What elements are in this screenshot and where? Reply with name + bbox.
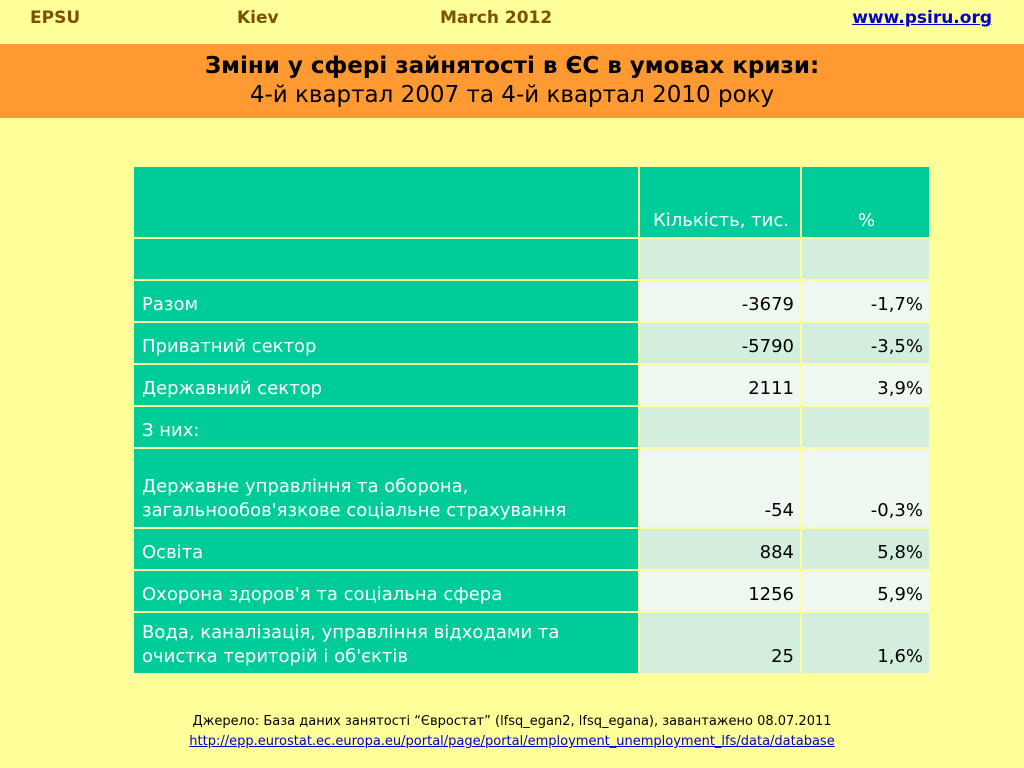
table-row (133, 406, 930, 448)
table-header-row (133, 166, 930, 238)
row-label (133, 238, 639, 280)
source-link[interactable]: http://epp.eurostat.ec.europa.eu/portal/page/portal/employment_unemployment_lfs/data/database (189, 734, 835, 749)
header-label-cell (133, 166, 639, 238)
table-row (133, 612, 930, 674)
row-label: Освіта (133, 528, 639, 570)
row-pct: 5,9% (801, 570, 930, 612)
row-count: -3679 (639, 280, 801, 322)
table-row (133, 570, 930, 612)
row-pct: 1,6% (801, 612, 930, 674)
slide-subtitle: 4-й квартал 2007 та 4-й квартал 2010 року (249, 82, 775, 108)
row-count: 2111 (639, 364, 801, 406)
row-count (639, 406, 801, 448)
source-note: Джерело: База даних занятості “Євростат” (lfsq_egan2, lfsq_egana), завантажено 08.07.2011 (192, 714, 832, 729)
row-label: Державне управління та оборона, загальнообов'язкове соціальне страхування (133, 448, 639, 528)
city-name: Kiev (237, 8, 279, 28)
row-count: -54 (639, 448, 801, 528)
row-label: Державний сектор (133, 364, 639, 406)
row-pct: 3,9% (801, 364, 930, 406)
row-pct (801, 406, 930, 448)
employment-table (132, 165, 931, 675)
row-pct: -0,3% (801, 448, 930, 528)
row-label: Приватний сектор (133, 322, 639, 364)
row-pct: 5,8% (801, 528, 930, 570)
row-label: Вода, каналізація, управління відходами та очистка територій і об'єктів (133, 612, 639, 674)
table-row (133, 448, 930, 528)
event-date: March 2012 (440, 8, 553, 28)
row-pct (801, 238, 930, 280)
table-row (133, 528, 930, 570)
table-row (133, 322, 930, 364)
org-name: EPSU (30, 8, 81, 28)
row-pct: -3,5% (801, 322, 930, 364)
table-row (133, 238, 930, 280)
row-count (639, 238, 801, 280)
row-count: 884 (639, 528, 801, 570)
table-row (133, 280, 930, 322)
row-label: З них: (133, 406, 639, 448)
row-count: -5790 (639, 322, 801, 364)
row-label: Охорона здоров'я та соціальна сфера (133, 570, 639, 612)
row-label: Разом (133, 280, 639, 322)
slide-title: Зміни у сфері зайнятості в ЄС в умовах кризи: (204, 53, 820, 79)
website-link[interactable]: www.psiru.org (852, 8, 992, 28)
header-count-cell: Кількість, тис. (639, 166, 801, 238)
header-pct-cell: % (801, 166, 930, 238)
row-count: 1256 (639, 570, 801, 612)
top-bar (0, 0, 1024, 40)
title-banner (0, 44, 1024, 118)
row-pct: -1,7% (801, 280, 930, 322)
source-footer (0, 712, 1024, 752)
table-row (133, 364, 930, 406)
row-count: 25 (639, 612, 801, 674)
